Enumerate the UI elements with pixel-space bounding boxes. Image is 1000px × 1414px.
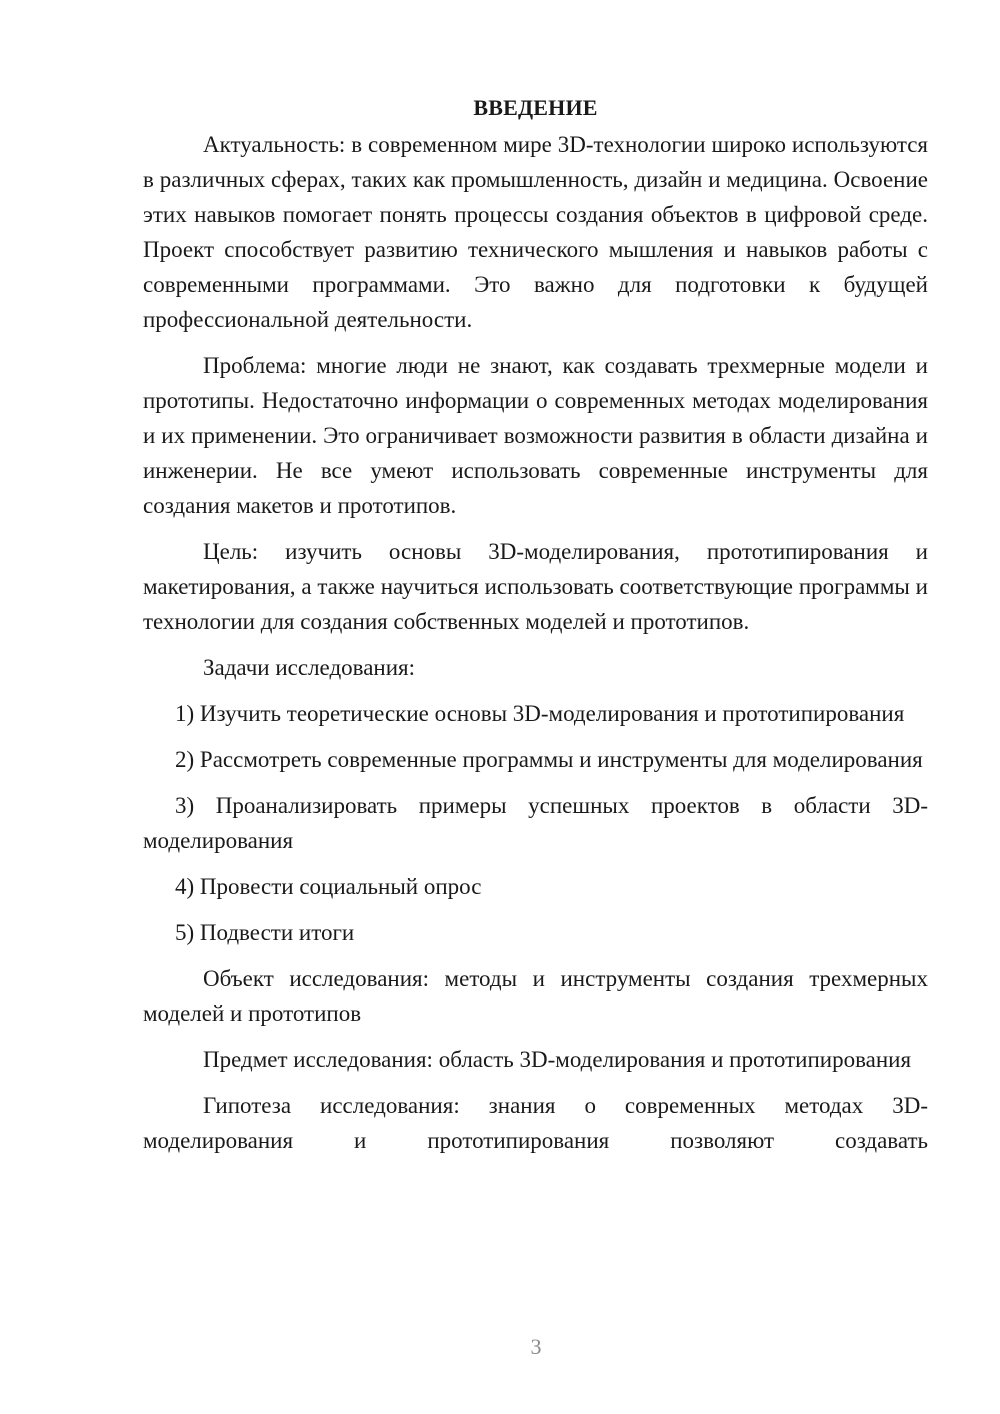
goal-paragraph: Цель: изучить основы 3D-моделирования, прототипирования и макетирования, а также научиться использовать соответствующие программы и технологии для создания собственных моделей и прототипов. (143, 539, 928, 634)
relevance-paragraph: Актуальность: в современном мире 3D-технологии широко используются в различных сферах, таких как промышленность, дизайн и медицина. Освоение этих навыков помогает понять процессы создания объектов в цифровой среде. Проект способствует развитию технического мышления и навыков работы с современными программами. Это важно для подготовки к будущей профессиональной деятельности. (143, 132, 928, 332)
page-number: 3 (530, 1334, 542, 1359)
task-item-5: 5) Подвести итоги (175, 920, 355, 945)
hypothesis-paragraph: Гипотеза исследования: знания о современных методах 3D-моделирования и прототипирования позволяют создавать (143, 1093, 928, 1153)
subject-paragraph: Предмет исследования: область 3D-моделирования и прототипирования (203, 1047, 912, 1072)
tasks-title: Задачи исследования: (203, 655, 416, 680)
task-item-1: 1) Изучить теоретические основы 3D-моделирования и прототипирования (175, 701, 905, 726)
object-paragraph: Объект исследования: методы и инструменты создания трехмерных моделей и прототипов (143, 966, 928, 1026)
problem-paragraph: Проблема: многие люди не знают, как создавать трехмерные модели и прототипы. Недостаточно информации о современных методах моделирования и их применении. Это ограничивает возможности развития в области дизайна и инженерии. Не все умеют использовать современные инструменты для создания макетов и прототипов. (143, 353, 928, 518)
task-item-3: 3) Проанализировать примеры успешных проектов в области 3D-моделирования (143, 793, 928, 853)
task-item-2: 2) Рассмотреть современные программы и инструменты для моделирования (175, 747, 923, 772)
document-page (143, 90, 928, 1169)
task-item-4: 4) Провести социальный опрос (175, 874, 482, 899)
section-heading: ВВЕДЕНИЕ (473, 95, 598, 120)
